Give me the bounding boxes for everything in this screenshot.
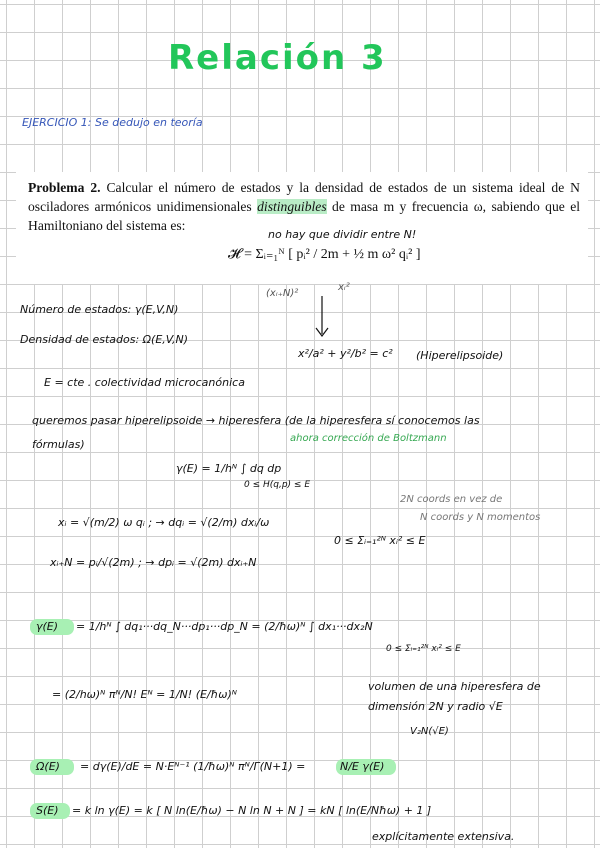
exercise-1-note: EJERCICIO 1: Se dedujo en teoría: [22, 116, 203, 129]
densidad-estados-note: Densidad de estados: Ω(E,V,N): [20, 333, 189, 346]
note-2n-coords: 2N coords en vez de: [400, 494, 503, 505]
gamma-result: = (2/hω)ᴺ πᴺ/N! Eᴺ = 1/N! (E/ħω)ᴺ: [52, 688, 237, 701]
boltzmann-note: ahora corrección de Boltzmann: [290, 433, 447, 444]
gamma-full-rhs: = 1/hᴺ ∫ dq₁···dq_N···dp₁···dp_N = (2/ħω)ᴺ ∫ dx₁···dx₂N: [76, 620, 373, 633]
gamma-definition: γ(E) = 1/hᴺ ∫ dq dp: [176, 462, 282, 475]
problem-text-before: Calcular el número de estados y la densidad de estados de un sistema ideal de N osciladores armónicos unidimensionales: [28, 180, 580, 214]
omega-rhs: = dγ(E)/dE = N·Eᴺ⁻¹ (1/ħω)ᴺ πᴺ/Γ(N+1) =: [80, 760, 306, 773]
extensiva-note: explícitamente extensiva.: [372, 830, 515, 843]
entropy-lhs: S(E): [36, 804, 59, 817]
x-sub-note: (xᵢ₊N)²: [266, 288, 299, 299]
gamma-full-limits: 0 ≤ Σᵢ₌₁²ᴺ xᵢ² ≤ E: [386, 644, 461, 654]
colectividad-note: E = cte . colectividad microcanónica: [44, 376, 245, 389]
numero-estados-note: Número de estados: γ(E,V,N): [20, 303, 179, 316]
queremos-note-1: queremos pasar hiperelipsoide → hiperesfera (de la hiperesfera sí conocemos las: [32, 414, 480, 427]
xin-definition: xᵢ₊N = pᵢ/√(2m) ; → dpᵢ = √(2m) dxᵢ₊N: [50, 556, 257, 569]
problem-highlight: distinguibles: [257, 199, 327, 214]
problem-text-after: de masa m y frecuencia ω, sabiendo que el Hamiltoniano del sistema es:: [28, 199, 581, 233]
volumen-note-1: volumen de una hiperesfera de: [368, 680, 541, 693]
hamiltonian-equation: 𝓗 = Σᵢ₌₁ᴺ [ pᵢ² / 2m + ½ m ω² qᵢ² ]: [228, 247, 421, 262]
queremos-note-2: fórmulas): [32, 438, 85, 451]
problem-statement: [28, 178, 580, 235]
hiperelipsoide-equation: x²/a² + y²/b² = c²: [298, 347, 393, 360]
problem-label: Problema 2.: [28, 180, 101, 195]
omega-result: N/E γ(E): [340, 760, 385, 773]
omega-lhs: Ω(E): [36, 760, 60, 773]
xi-definition: xᵢ = √(m/2) ω qᵢ ; → dqᵢ = √(2/m) dxᵢ/ω: [58, 516, 270, 529]
arrow-down-icon: [312, 296, 332, 340]
gamma-full-lhs: γ(E): [36, 620, 59, 633]
x-sub2-note: xᵢ²: [338, 282, 350, 293]
no-dividir-note: no hay que dividir entre N!: [268, 228, 417, 241]
condition-sum: 0 ≤ Σᵢ₌₁²ᴺ xᵢ² ≤ E: [334, 534, 426, 547]
volumen-note-2: dimensión 2N y radio √E: [368, 700, 503, 713]
volume-symbol: V₂N(√E): [410, 726, 449, 737]
hiperelipsoide-label: (Hiperelipsoide): [416, 349, 504, 362]
entropy-rhs: = k ln γ(E) = k [ N ln(E/ħω) − N ln N + N ] = kN [ ln(E/Nħω) + 1 ]: [72, 804, 432, 817]
note-n-coords: N coords y N momentos: [420, 512, 541, 523]
page-title: Relación 3: [168, 38, 387, 78]
gamma-limits: 0 ≤ H(q,p) ≤ E: [244, 480, 311, 490]
